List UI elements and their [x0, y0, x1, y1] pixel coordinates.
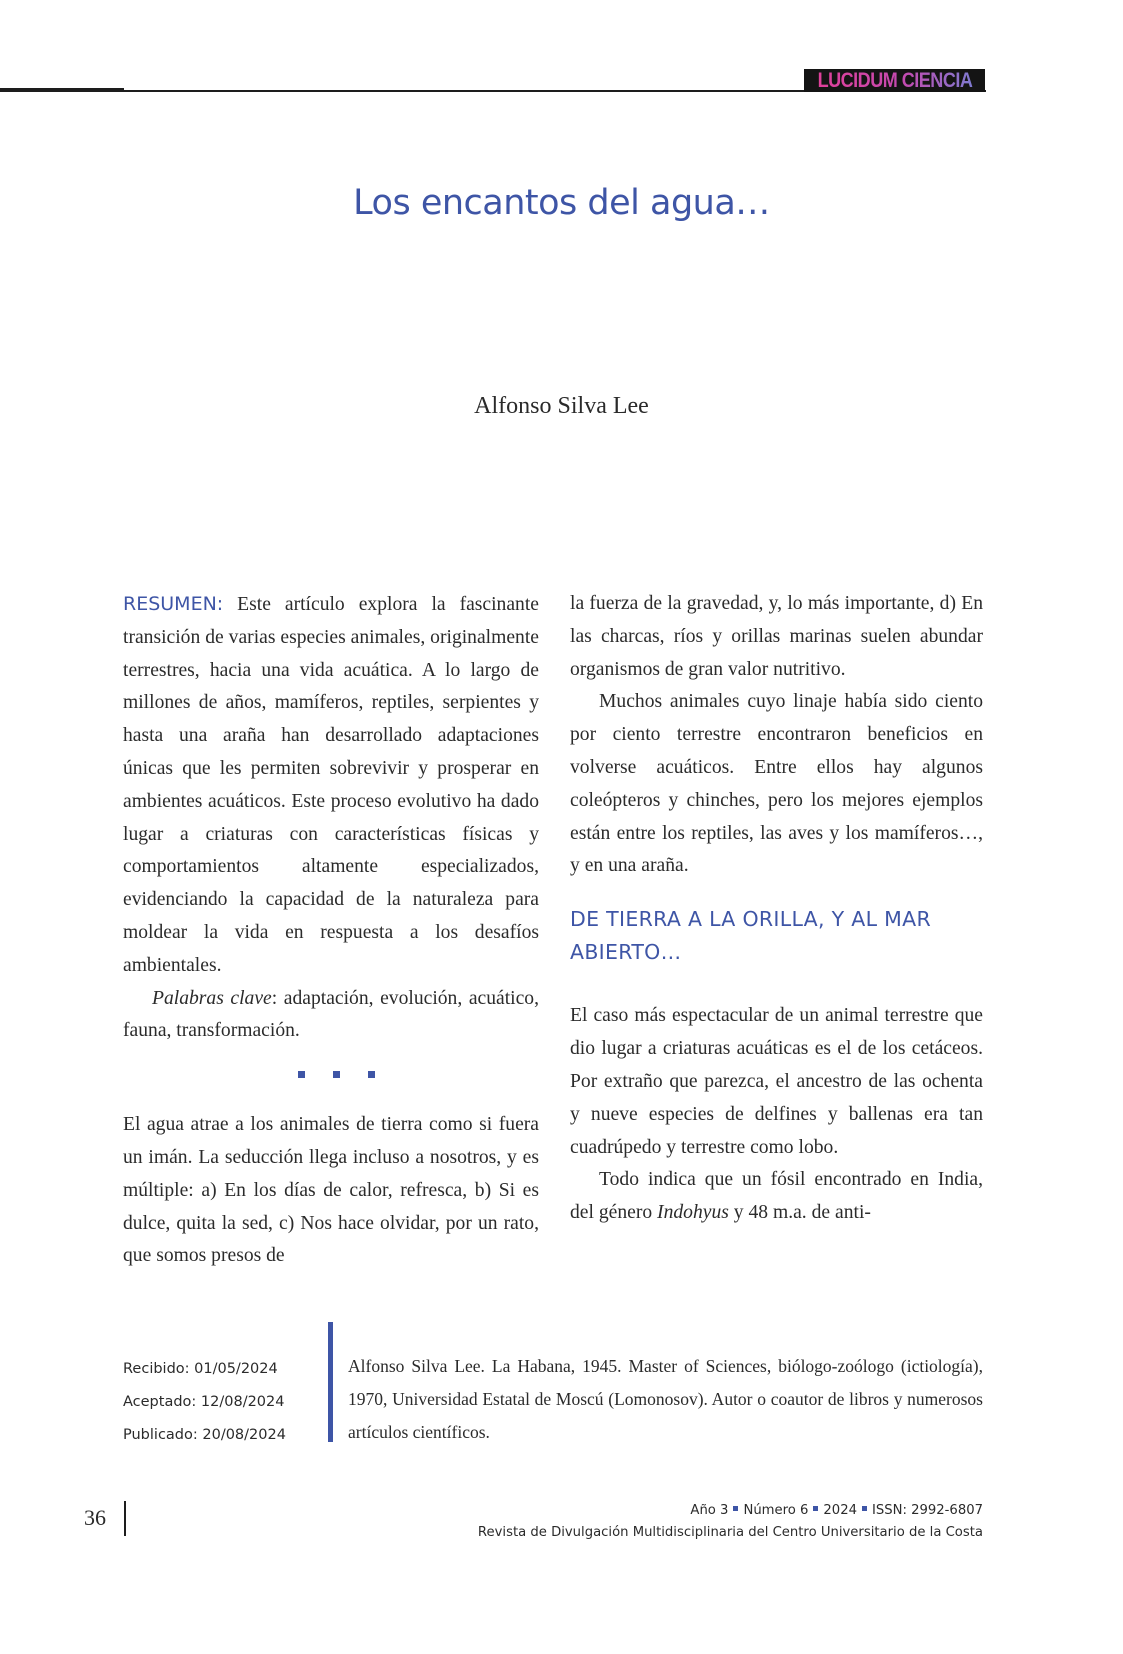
header-rule-thick	[0, 88, 124, 92]
separator-dot	[333, 1071, 340, 1078]
separator-square-icon	[733, 1506, 738, 1511]
abstract	[123, 588, 539, 983]
paragraph-4-text-end: y 48 m.a. de anti-	[728, 1202, 871, 1224]
section-separator	[123, 1071, 539, 1078]
separator-square-icon	[862, 1506, 867, 1511]
paragraph-3: El caso más espectacular de un animal terrestre que dio lugar a criaturas acuáticas es el de los cetáceos. Por extraño que parezca, el ancestro de las ochenta y nueve especies de delfines y ballenas era tan cuadrúpedo y terrestre como lobo.	[570, 1005, 983, 1158]
abstract-label: RESUMEN:	[123, 593, 224, 615]
section-heading: DE TIERRA A LA ORILLA, Y AL MAR ABIERTO…	[570, 907, 931, 964]
page-number-rule	[124, 1501, 126, 1536]
journal-logo	[804, 69, 985, 92]
issue-info	[478, 1500, 983, 1522]
issue-number: Número 6	[743, 1503, 809, 1518]
author-bio: Alfonso Silva Lee. La Habana, 1945. Master of Sciences, biólogo-zoólogo (ictiología), 1970, Universidad Estatal de Moscú (Lomonosov). Autor o coautor de libros y numerosos artículos científicos.	[348, 1356, 983, 1442]
keywords-text: : adaptación, evolución, acuático, fauna, transformación.	[123, 987, 539, 1042]
abstract-text: Este artículo explora la fascinante transición de varias especies animales, originalmente terrestres, hacia una vida acuática. A lo largo de millones de años, mamíferos, reptiles, serpientes y hasta una araña han desarrollado adaptaciones únicas que les permiten sobrevivir y prosperar en ambientes acuáticos. Este proceso evolutivo ha dado lugar a criaturas con características físicas y comportamientos altamente especializados, evidenciando la capacidad de la naturaleza para moldear la vida en respuesta a los desafíos ambientales.	[123, 594, 539, 976]
separator-dot	[368, 1071, 375, 1078]
journal-footer	[478, 1500, 983, 1544]
article-dates	[123, 1353, 286, 1451]
article-title: Los encantos del agua…	[353, 183, 770, 223]
paragraph-2: Muchos animales cuyo linaje había sido ciento por ciento terrestre encontraron beneficios en volverse acuáticos. Entre ellos hay algunos coleópteros y chinches, pero los mejores ejemplos están entre los reptiles, las aves y los mamíferos…, y en una araña.	[570, 691, 983, 877]
separator-dot	[298, 1071, 305, 1078]
keywords	[123, 983, 539, 1049]
paragraph-4-text: Todo indica que un fósil encontrado en India, del género	[570, 1169, 983, 1224]
bio-accent-bar	[328, 1322, 333, 1442]
publication-year: 2024	[823, 1503, 857, 1518]
page-number: 36	[84, 1505, 106, 1530]
intro-paragraph-start: El agua atrae a los animales de tierra como si fuera un imán. La seducción llega incluso a nosotros, y es múltiple: a) En los días de calor, refresca, b) Si es dulce, quita la sed, c) Nos hace olvidar, por un rato, que somos presos de	[123, 1114, 539, 1267]
date-published: Publicado: 20/08/2024	[123, 1426, 286, 1443]
journal-name: Revista de Divulgación Multidisciplinaria del Centro Universitario de la Costa	[477, 1525, 983, 1540]
issn: ISSN: 2992-6807	[871, 1503, 983, 1518]
article-author: Alfonso Silva Lee	[474, 393, 649, 419]
left-column	[123, 588, 539, 1273]
keywords-label: Palabras clave	[152, 987, 272, 1009]
right-column	[570, 588, 983, 1230]
volume-year: Año 3	[690, 1503, 729, 1518]
genus-name: Indohyus	[657, 1202, 729, 1224]
intro-paragraph-continued: la fuerza de la gravedad, y, lo más importante, d) En las charcas, ríos y orillas marinas suelen abundar organismos de gran valor nutritivo.	[570, 593, 983, 680]
date-accepted: Aceptado: 12/08/2024	[123, 1393, 285, 1410]
paragraph-4	[570, 1164, 983, 1230]
separator-square-icon	[813, 1506, 818, 1511]
date-received: Recibido: 01/05/2024	[123, 1361, 278, 1377]
journal-logo-text: LUCIDUM CIENCIA	[817, 68, 972, 92]
